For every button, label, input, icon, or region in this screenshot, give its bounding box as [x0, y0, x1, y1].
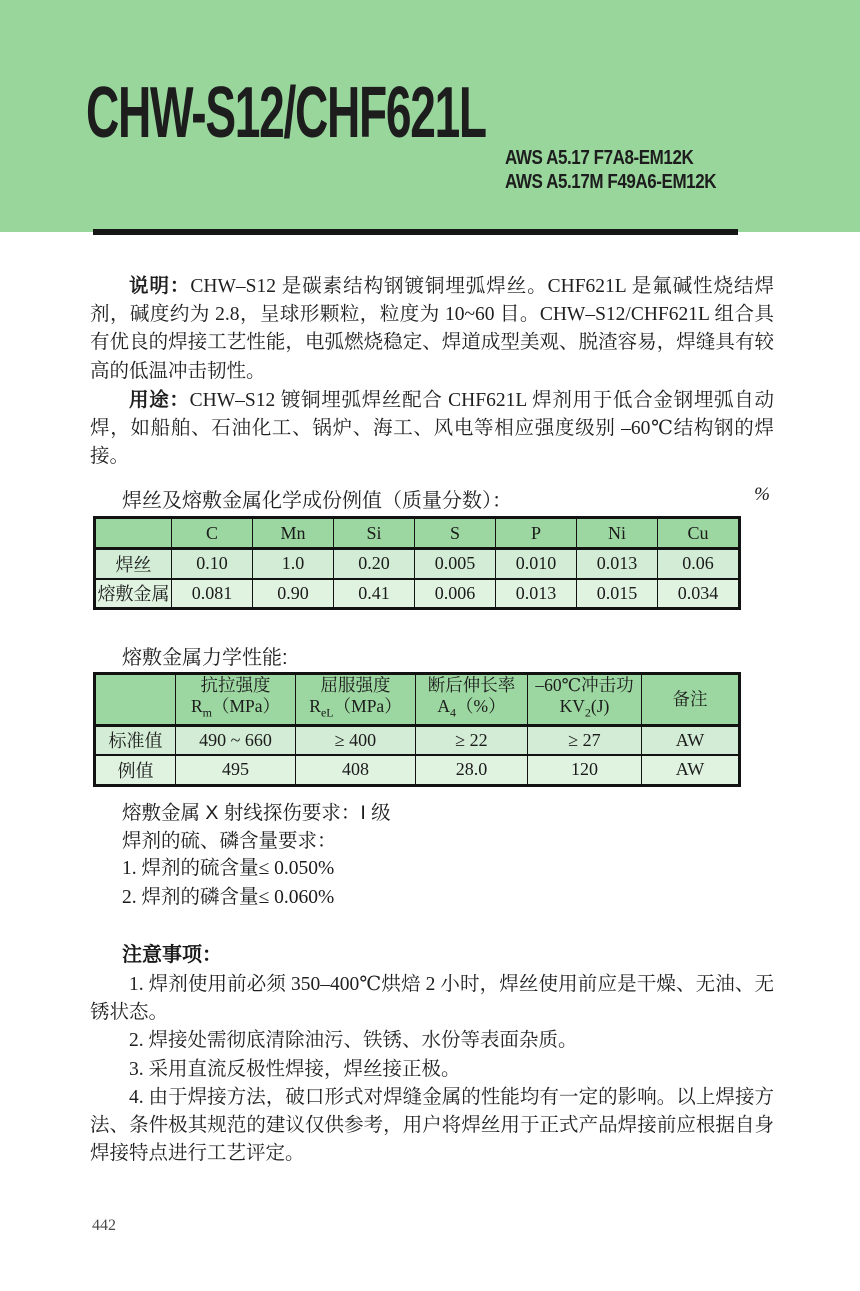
table-cell: 0.010	[496, 549, 577, 579]
note-item-2: 2. 焊接处需彻底清除油污、铁锈、水份等表面杂质。	[129, 1030, 578, 1052]
mech-header-symbol: $A_4(\%)$	[437, 696, 506, 720]
description-paragraph	[90, 272, 774, 386]
table-cell: 0.06	[658, 549, 740, 579]
mech-row-label: 例值	[95, 755, 176, 785]
table-cell: 0.015	[577, 579, 658, 609]
table-cell: 28.0	[416, 755, 528, 785]
mech-header-symbol: $R_m(MPa)$	[190, 696, 281, 720]
table-cell: 0.013	[577, 549, 658, 579]
description-label: 说明：	[129, 275, 191, 297]
table-row	[95, 755, 740, 785]
chem-col-header: C	[172, 518, 253, 549]
table-row	[95, 549, 740, 579]
sulfur-requirement: 1. 焊剂的硫含量≤ 0.050%	[122, 858, 335, 880]
table-cell: 0.013	[496, 579, 577, 609]
table-cell: ≥ 400	[296, 725, 416, 755]
chem-table	[93, 516, 741, 610]
header-divider-rule	[93, 229, 738, 235]
mech-table-header-row	[95, 674, 740, 726]
chem-col-header: Si	[334, 518, 415, 549]
table-cell: AW	[642, 755, 740, 785]
table-cell: 0.90	[253, 579, 334, 609]
page-number: 442	[92, 1217, 116, 1234]
mech-table	[93, 672, 741, 787]
phosphorus-requirement: 2. 焊剂的磷含量≤ 0.060%	[122, 886, 335, 908]
mech-col-header	[296, 674, 416, 726]
note-item-3: 3. 采用直流反极性焊接，焊丝接正极。	[129, 1058, 461, 1080]
table-cell: 490 ~ 660	[176, 725, 296, 755]
table-cell: 0.20	[334, 549, 415, 579]
xray-requirement: 熔敷金属 X 射线探伤要求：I 级	[122, 802, 391, 824]
chem-corner-cell	[95, 518, 172, 549]
chem-col-header: S	[415, 518, 496, 549]
mech-header-symbol: $R_{eL}(MPa)$	[309, 696, 402, 720]
chem-table-caption-row	[90, 484, 772, 510]
chem-table-caption: 焊丝及熔敷金属化学成份例值（质量分数）：	[122, 490, 512, 512]
aws-spec-lines	[505, 146, 716, 194]
mech-table-caption: 熔敷金属力学性能:	[122, 647, 288, 669]
table-row	[95, 725, 740, 755]
table-cell: 1.0	[253, 549, 334, 579]
table-cell: 0.034	[658, 579, 740, 609]
requirements-section	[122, 799, 722, 912]
chem-col-header: Ni	[577, 518, 658, 549]
table-cell: 0.10	[172, 549, 253, 579]
usage-text: CHW–S12 镀铜埋弧焊丝配合 CHF621L 焊剂用于低合金钢埋弧自动焊，如船舶、石油化工、锅炉、海工、风电等相应强度级别 –60℃结构钢的焊接。	[90, 389, 774, 468]
description-text: CHW–S12 是碳素结构钢镀铜埋弧焊丝。CHF621L 是氟碱性烧结焊剂，碱度约为 2.8，呈球形颗粒，粒度为 10~60 目。CHW–S12/CHF621L 组合具有优良的焊接工艺性能，电弧燃烧稳定、焊道成型美观、脱渣容易，焊缝具有较高的低温冲击韧性。	[90, 276, 774, 382]
table-cell: 0.005	[415, 549, 496, 579]
mech-header-cn: 抗拉强度	[200, 675, 271, 695]
table-cell: ≥ 22	[416, 725, 528, 755]
chem-row-label: 熔敷金属	[95, 579, 172, 609]
mech-col-header	[416, 674, 528, 726]
chem-col-header: P	[496, 518, 577, 549]
notes-section	[90, 941, 774, 1168]
aws-spec-line-1: AWS A5.17 F7A8-EM12K	[505, 147, 694, 169]
table-cell: ≥ 27	[528, 725, 642, 755]
table-cell: 408	[296, 755, 416, 785]
mech-header-cn: 断后伸长率	[427, 675, 516, 695]
mech-col-header	[528, 674, 642, 726]
mech-corner-cell	[95, 674, 176, 726]
sulfur-phosphorus-title: 焊剂的硫、磷含量要求：	[122, 830, 337, 853]
table-cell: AW	[642, 725, 740, 755]
table-cell: 0.081	[172, 579, 253, 609]
chem-table-header-row	[95, 518, 740, 549]
note-item-4: 4. 由于焊接方法，破口形式对焊缝金属的性能均有一定的影响。以上焊接方法、条件极其规范的建议仅供参考，用户将焊丝用于正式产品焊接前应根据自身焊接特点进行工艺评定。	[90, 1086, 774, 1165]
mech-header-symbol: $KV_2(J)$	[559, 696, 610, 720]
chem-row-label: 焊丝	[95, 549, 172, 579]
chem-col-header: Mn	[253, 518, 334, 549]
table-cell: 495	[176, 755, 296, 785]
table-cell: 0.41	[334, 579, 415, 609]
usage-label: 用途：	[129, 388, 190, 411]
chem-col-header: Cu	[658, 518, 740, 549]
table-row	[95, 579, 740, 609]
intro-section	[90, 272, 774, 471]
notes-title: 注意事项：	[122, 944, 222, 966]
note-item-1: 1. 焊剂使用前必须 350–400℃烘焙 2 小时，焊丝使用前应是干燥、无油、无锈状态。	[90, 974, 774, 1024]
mech-header-cn: –60℃冲击功	[535, 675, 634, 695]
mech-col-header: 备注	[642, 674, 740, 726]
page-title: CHW-S12/CHF621L	[86, 73, 486, 153]
table-cell: 120	[528, 755, 642, 785]
aws-spec-line-2: AWS A5.17M F49A6-EM12K	[505, 171, 717, 193]
mech-header-cn: 屈服强度	[320, 675, 391, 695]
table-cell: 0.006	[415, 579, 496, 609]
usage-paragraph	[90, 386, 774, 472]
mech-row-label: 标准值	[95, 725, 176, 755]
chem-table-unit: %	[754, 484, 770, 505]
mech-col-header	[176, 674, 296, 726]
